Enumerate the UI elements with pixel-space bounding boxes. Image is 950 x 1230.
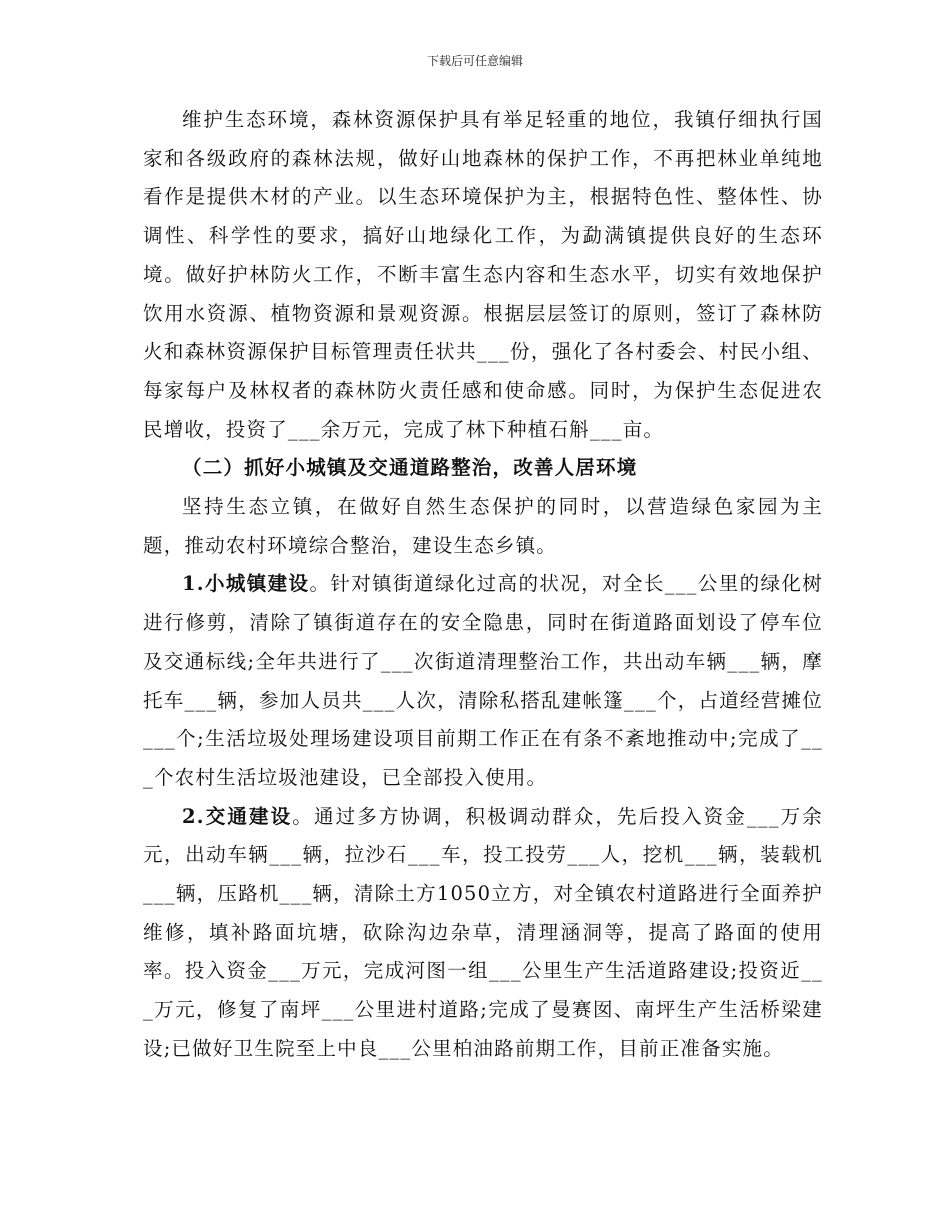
paragraph-traffic-construction <box>143 798 823 1069</box>
item-text-small-town: 。针对镇街道绿化过高的状况，对全长___公里的绿化树进行修剪，清除了镇街道存在的安全隐患，同时在街道路面划设了停车位及交通标线;全年共进行了___次街道清理整治工作，共出动车辆___辆，摩托车___辆，参加人员共___人次，清除私搭乱建帐篷___个，占道经营摊位___个;生活垃圾处理场建设项目前期工作正在有条不紊地推动中;完成了___个农村生活垃圾池建设，已全部投入使用。 <box>143 572 823 789</box>
page-header: 下载后可任意编辑 <box>426 54 523 68</box>
item-title-traffic: 2.交通建设 <box>182 804 293 828</box>
document-body <box>143 101 823 1069</box>
item-text-traffic: 。通过多方协调，积极调动群众，先后投入资金___万余元，出动车辆___辆，拉沙石___车，投工投劳___人，挖机___辆，装载机___辆，压路机___辆，清除土方1050立方，对全镇农村道路进行全面养护维修，填补路面坑塘，砍除沟边杂草，清理涵洞等，提高了路面的使用率。投入资金___万元，完成河图一组___公里生产生活道路建设;投资近___万元，修复了南坪___公里进村道路;完成了曼赛囡、南坪生产生活桥梁建设;已做好卫生院至上中良___公里柏油路前期工作，目前正准备实施。 <box>143 804 824 1060</box>
paragraph-small-town-construction <box>143 565 823 797</box>
paragraph-forest-protection: 维护生态环境，森林资源保护具有举足轻重的地位，我镇仔细执行国家和各级政府的森林法规，做好山地森林的保护工作，不再把林业单纯地看作是提供木材的产业。以生态环境保护为主，根据特色性、整体性、协调性、科学性的要求，搞好山地绿化工作，为勐满镇提供良好的生态环境。做好护林防火工作，不断丰富生态内容和生态水平，切实有效地保护饮用水资源、植物资源和景观资源。根据层层签订的原则，签订了森林防火和森林资源保护目标管理责任状共___份，强化了各村委会、村民小组、每家每户及林权者的森林防火责任感和使命感。同时，为保护生态促进农民增收，投资了___余万元，完成了林下种植石斛___亩。 <box>143 108 823 441</box>
item-title-small-town: 1.小城镇建设 <box>182 572 310 596</box>
section-heading-town-traffic: （二）抓好小城镇及交通道路整治，改善人居环境 <box>182 456 638 480</box>
paragraph-ecological-town: 坚持生态立镇，在做好自然生态保护的同时，以营造绿色家园为主题，推动农村环境综合整治，建设生态乡镇。 <box>143 495 823 557</box>
